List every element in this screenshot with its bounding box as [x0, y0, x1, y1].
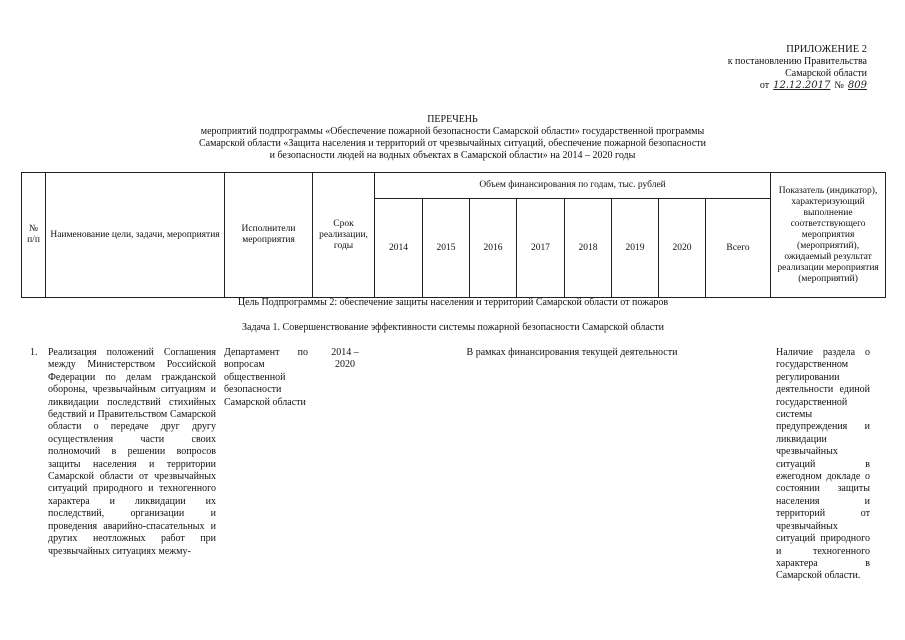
row-1-executor: Департамент по вопросам общественной безопасности Самарской области — [224, 347, 308, 408]
row-1-number: 1. — [30, 347, 38, 358]
heading-line-3: и безопасности людей на водных объектах в Самарской области» на 2014 – 2020 годы — [269, 150, 636, 161]
col-indicator-header: Показатель (индикатор), характеризующий выполнение соответствующего мероприятия (мероприятий), ожидаемый результат реализации мероприятия (мероприятий) — [771, 173, 886, 298]
document-heading — [100, 114, 805, 162]
row-1-term: 2014 – 2020 — [331, 347, 359, 371]
handwritten-date: 12.12.2017 — [773, 80, 831, 91]
year-2016-header: 2016 — [470, 199, 517, 298]
col-financing-header: Объем финансирования по годам, тыс. рублей — [375, 173, 771, 199]
from-label: от — [759, 80, 770, 91]
year-total-header: Всего — [706, 199, 771, 298]
heading-line-1: мероприятий подпрограммы «Обеспечение пожарной безопасности Самарской области» государственной программы — [200, 126, 705, 137]
heading-line-2: Самарской области «Защита населения и территорий от чрезвычайных ситуаций, обеспечение пожарной безопасности — [198, 138, 707, 149]
col-number-header: № п/п — [22, 173, 46, 298]
header-table — [21, 172, 886, 298]
year-2019-header: 2019 — [612, 199, 659, 298]
col-term-header: Срок реализации, годы — [313, 173, 375, 298]
row-1-indicator: Наличие раздела о государственном регулировании деятельности единой государственной системы предупреждения и ликвидации чрезвычайных ситуаций в ежегодном докладе о состоянии защиты населения и территорий от чрезвычайных ситуаций природного и техногенного характера в Самарской области. — [776, 347, 870, 582]
goal-row: Цель Подпрограммы 2: обеспечение защиты населения и территорий Самарской области от пожаров — [237, 297, 669, 308]
heading-title: ПЕРЕЧЕНЬ — [427, 114, 478, 125]
year-2015-header: 2015 — [423, 199, 470, 298]
row-1-financing: В рамках финансирования текущей деятельности — [466, 347, 678, 358]
appendix-line-1: к постановлению Правительства — [727, 56, 867, 67]
task-row: Задача 1. Совершенствование эффективности системы пожарной безопасности Самарской области — [242, 322, 664, 333]
appendix-title: ПРИЛОЖЕНИЕ 2 — [786, 44, 867, 55]
appendix-line-2: Самарской области — [785, 68, 867, 79]
row-1-measure-name: Реализация положений Соглашения между Министерством Российской Федерации по делам гражданской обороны, чрезвычайным ситуациям и ликвидации последствий стихийных бедствий и Правительством Самарской области о передаче друг другу осуществления части своих полномочий в решении вопросов защиты населения и территории Самарской области от чрезвычайных ситуаций природного и техногенного характера и ликвидации их последствий, организации и проведения аварийно-спасательных и других неотложных работ при чрезвычайных ситуациях межму- — [48, 347, 216, 557]
appendix-block — [667, 44, 867, 92]
handwritten-number: 809 — [847, 80, 867, 91]
year-2018-header: 2018 — [565, 199, 612, 298]
col-name-header: Наименование цели, задачи, мероприятия — [46, 173, 225, 298]
appendix-date-line — [667, 80, 867, 92]
number-label: № — [834, 80, 844, 91]
col-executor-header: Исполнители мероприятия — [225, 173, 313, 298]
year-2014-header: 2014 — [375, 199, 423, 298]
year-2020-header: 2020 — [659, 199, 706, 298]
year-2017-header: 2017 — [517, 199, 565, 298]
